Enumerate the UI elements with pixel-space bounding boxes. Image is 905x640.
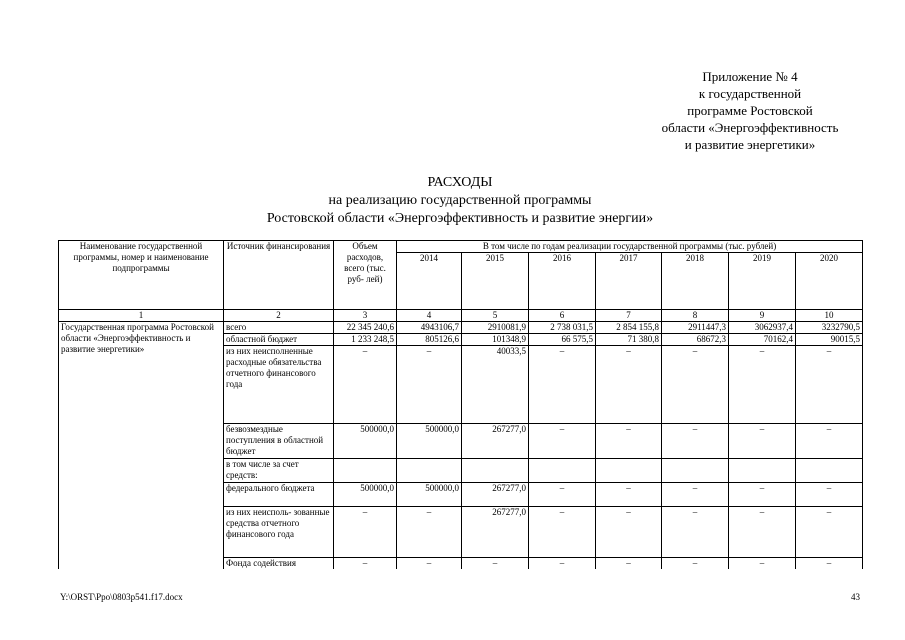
value-cell: 1 233 248,5 <box>334 334 397 346</box>
value-cell: 500000,0 <box>397 483 462 507</box>
header-year: 2017 <box>596 253 662 310</box>
source-cell: всего <box>224 322 334 334</box>
value-cell: – <box>596 346 662 424</box>
value-cell: – <box>729 483 796 507</box>
value-cell: – <box>796 507 863 558</box>
header-year: 2018 <box>662 253 729 310</box>
document-title <box>60 174 860 228</box>
value-cell: – <box>334 558 397 570</box>
program-name-cell: Государственная программа Ростовской области «Энергоэффективность и развитие энергетики» <box>59 322 224 570</box>
value-cell <box>462 459 529 483</box>
value-cell: 101348,9 <box>462 334 529 346</box>
title-line-3: Ростовской области «Энергоэффективность и развитие энергии» <box>266 211 654 226</box>
column-number: 4 <box>397 310 462 322</box>
value-cell: – <box>662 558 729 570</box>
value-cell: 3232790,5 <box>796 322 863 334</box>
value-cell: – <box>529 483 596 507</box>
source-cell: безвозмездные поступления в областной бюджет <box>224 424 334 459</box>
source-cell: из них неисполь- зованные средства отчетного финансового года <box>224 507 334 558</box>
source-cell: Фонда содействия <box>224 558 334 570</box>
source-cell: в том числе за счет средств: <box>224 459 334 483</box>
appendix-line: программе Ростовской <box>687 103 813 118</box>
column-number: 8 <box>662 310 729 322</box>
column-number: 7 <box>596 310 662 322</box>
value-cell: – <box>796 346 863 424</box>
header-years-group: В том числе по годам реализации государственной программы (тыс. рублей) <box>397 241 863 253</box>
page-number: 43 <box>851 592 860 602</box>
value-cell: – <box>729 558 796 570</box>
header-year: 2020 <box>796 253 863 310</box>
appendix-line: области «Энергоэффективность <box>661 120 839 135</box>
value-cell: 90015,5 <box>796 334 863 346</box>
value-cell: 500000,0 <box>334 424 397 459</box>
value-cell: 66 575,5 <box>529 334 596 346</box>
column-number: 6 <box>529 310 596 322</box>
value-cell: – <box>662 483 729 507</box>
value-cell: – <box>596 558 662 570</box>
value-cell: 267277,0 <box>462 424 529 459</box>
value-cell: – <box>662 424 729 459</box>
header-program-name: Наименование государственной программы, номер и наименование подпрограммы <box>59 241 224 310</box>
header-year: 2015 <box>462 253 529 310</box>
value-cell: 500000,0 <box>334 483 397 507</box>
value-cell: 805126,6 <box>397 334 462 346</box>
value-cell: – <box>596 507 662 558</box>
value-cell <box>334 459 397 483</box>
expenses-table <box>58 240 863 569</box>
value-cell: – <box>796 483 863 507</box>
value-cell: – <box>662 507 729 558</box>
value-cell: 68672,3 <box>662 334 729 346</box>
appendix-line: к государственной <box>698 86 802 101</box>
value-cell: – <box>334 507 397 558</box>
value-cell: – <box>796 424 863 459</box>
header-year: 2019 <box>729 253 796 310</box>
value-cell: 267277,0 <box>462 483 529 507</box>
value-cell: 2 738 031,5 <box>529 322 596 334</box>
column-number: 2 <box>224 310 334 322</box>
appendix-note <box>600 68 900 153</box>
header-row-1 <box>59 241 863 253</box>
appendix-line: Приложение № 4 <box>702 69 798 84</box>
value-cell: – <box>397 558 462 570</box>
value-cell: 2910081,9 <box>462 322 529 334</box>
value-cell: 2911447,3 <box>662 322 729 334</box>
source-cell: федерального бюджета <box>224 483 334 507</box>
value-cell: – <box>529 346 596 424</box>
column-number: 9 <box>729 310 796 322</box>
value-cell <box>662 459 729 483</box>
header-year: 2016 <box>529 253 596 310</box>
value-cell: 40033,5 <box>462 346 529 424</box>
source-cell: областной бюджет <box>224 334 334 346</box>
value-cell: 71 380,8 <box>596 334 662 346</box>
value-cell <box>796 459 863 483</box>
value-cell: – <box>334 346 397 424</box>
value-cell: 2 854 155,8 <box>596 322 662 334</box>
value-cell: 22 345 240,6 <box>334 322 397 334</box>
value-cell <box>397 459 462 483</box>
value-cell: – <box>397 346 462 424</box>
value-cell <box>729 459 796 483</box>
value-cell: – <box>596 424 662 459</box>
value-cell: – <box>529 507 596 558</box>
value-cell: – <box>729 424 796 459</box>
value-cell: – <box>529 424 596 459</box>
title-line-1: РАСХОДЫ <box>427 175 493 190</box>
column-number: 5 <box>462 310 529 322</box>
value-cell: – <box>596 483 662 507</box>
value-cell: 4943106,7 <box>397 322 462 334</box>
value-cell: 267277,0 <box>462 507 529 558</box>
source-cell: из них неисполненные расходные обязательства отчетного финансового года <box>224 346 334 424</box>
value-cell: – <box>796 558 863 570</box>
table-row <box>59 322 863 334</box>
file-path: Y:\ORST\Ppo\0803p541.f17.docx <box>60 592 183 602</box>
column-number: 1 <box>59 310 224 322</box>
value-cell: 3062937,4 <box>729 322 796 334</box>
header-source: Источник финансирования <box>224 241 334 310</box>
column-number: 3 <box>334 310 397 322</box>
value-cell: 70162,4 <box>729 334 796 346</box>
column-number: 10 <box>796 310 863 322</box>
value-cell: – <box>529 558 596 570</box>
appendix-line: и развитие энергетики» <box>684 137 816 152</box>
title-line-2: на реализацию государственной программы <box>328 193 592 208</box>
column-number-row <box>59 310 863 322</box>
value-cell: – <box>462 558 529 570</box>
value-cell: 500000,0 <box>397 424 462 459</box>
value-cell: – <box>729 507 796 558</box>
header-total: Объем расходов, всего (тыс. руб- лей) <box>334 241 397 310</box>
value-cell: – <box>729 346 796 424</box>
value-cell <box>529 459 596 483</box>
value-cell: – <box>397 507 462 558</box>
header-year: 2014 <box>397 253 462 310</box>
value-cell <box>596 459 662 483</box>
value-cell: – <box>662 346 729 424</box>
